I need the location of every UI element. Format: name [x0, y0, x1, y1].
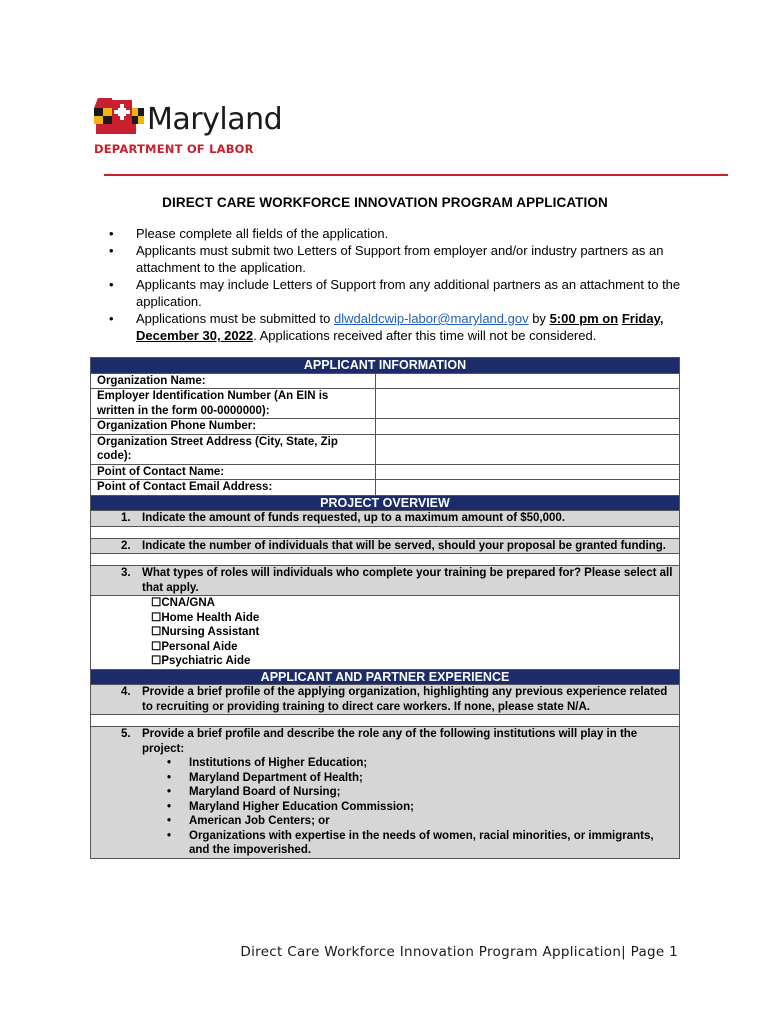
checkbox-icon[interactable]: ☐: [151, 597, 162, 609]
deadline-date: Friday, December 30, 2022: [136, 311, 664, 343]
bullet-icon: •: [167, 800, 172, 813]
bullet-icon: •: [109, 277, 114, 292]
instruction-item: • Please complete all fields of the application.: [109, 226, 389, 241]
maryland-logo: [94, 98, 304, 158]
table-row: [91, 419, 680, 435]
list-item: • Institutions of Higher Education;: [167, 757, 368, 769]
bullet-icon: •: [167, 786, 172, 798]
question-5: 5. Provide a brief profile and describe the role any of the following institutions will play in the project: • Institutions of Higher Education; • Maryland Department of Health; • Maryland Board of Nursing; • Maryland Higher Education Commission; • American Job Centers; or • Organizations with expertise in the needs of women, racial minorities, or immigrants, and the impoverished.: [91, 727, 680, 859]
list-item: • Maryland Board of Nursing;: [167, 786, 341, 798]
header-divider: [104, 174, 728, 176]
table-row: [91, 480, 680, 496]
checkbox-nursing-assistant[interactable]: ☐Nursing Assistant: [151, 626, 260, 638]
bullet-icon: •: [167, 757, 172, 769]
page-footer: Direct Care Workforce Innovation Program Application| Page 1: [240, 944, 678, 960]
checkbox-personal-aide[interactable]: ☐Personal Aide: [151, 640, 238, 653]
section-applicant-information: APPLICANT INFORMATION: [91, 358, 680, 374]
field-label: Employer Identification Number (An EIN is written in the form 00-0000000):: [91, 389, 376, 419]
bullet-icon: •: [167, 771, 172, 784]
field-label: Organization Name:: [91, 373, 376, 389]
logo-department: DEPARTMENT OF LABOR: [94, 142, 254, 156]
instruction-item: • Applicants must submit two Letters of Support from employer and/or industry partners as an attachment to the application.: [109, 243, 664, 275]
field-label: Organization Phone Number:: [91, 419, 376, 435]
deadline-time: 5:00 pm on: [549, 311, 619, 326]
bullet-icon: •: [109, 311, 114, 326]
list-item: • Maryland Higher Education Commission;: [167, 800, 414, 813]
checkbox-icon[interactable]: ☐: [151, 655, 162, 667]
answer-4-input[interactable]: [91, 715, 680, 727]
bullet-icon: •: [167, 829, 172, 842]
answer-1-input[interactable]: [91, 526, 680, 538]
bullet-icon: •: [167, 815, 172, 827]
section-applicant-partner-experience: APPLICANT AND PARTNER EXPERIENCE: [91, 669, 680, 685]
instruction-item: • Applicants may include Letters of Support from any additional partners as an attachment to the application.: [109, 277, 681, 309]
checkbox-cna-gna[interactable]: ☐CNA/GNA: [151, 597, 215, 609]
checkbox-psychiatric-aide[interactable]: ☐Psychiatric Aide: [151, 655, 251, 667]
logo-wordmark: Maryland: [147, 102, 283, 137]
field-label: Point of Contact Name:: [91, 464, 376, 480]
phone-input[interactable]: [376, 419, 680, 435]
field-label: Point of Contact Email Address:: [91, 480, 376, 496]
contact-email-input[interactable]: [376, 480, 680, 496]
bullet-icon: •: [109, 226, 114, 241]
maryland-flag-icon: [94, 98, 146, 138]
question-1: 1. Indicate the amount of funds requested, up to a maximum amount of $50,000.: [91, 511, 680, 527]
instructions-list: [109, 225, 684, 344]
checkbox-icon[interactable]: ☐: [151, 626, 162, 638]
application-form: [90, 357, 680, 859]
answer-2-input[interactable]: [91, 554, 680, 566]
organization-name-input[interactable]: [376, 373, 680, 389]
contact-name-input[interactable]: [376, 464, 680, 480]
question-2: 2. Indicate the number of individuals that will be served, should your proposal be granted funding.: [91, 538, 680, 554]
checkbox-icon[interactable]: ☐: [151, 640, 162, 653]
question-4: 4. Provide a brief profile of the applying organization, highlighting any previous experience related to recruiting or providing training to direct care workers. If none, please state N/A.: [91, 685, 680, 715]
table-row: [91, 389, 680, 419]
list-item: • American Job Centers; or: [167, 815, 330, 827]
page-title: DIRECT CARE WORKFORCE INNOVATION PROGRAM APPLICATION: [162, 195, 608, 210]
ein-input[interactable]: [376, 389, 680, 419]
question-3: 3. What types of roles will individuals who complete your training be prepared for? Please select all that apply.: [91, 566, 680, 596]
instruction-item-submission: • Applications must be submitted to dlwdaldcwip-labor@maryland.gov by 5:00 pm on Friday, December 30, 2022. Applications received after this time will not be considered.: [109, 311, 664, 343]
section-project-overview: PROJECT OVERVIEW: [91, 495, 680, 511]
field-label: Organization Street Address (City, State, Zip code):: [91, 434, 376, 464]
list-item: • Maryland Department of Health;: [167, 771, 363, 784]
table-row: [91, 464, 680, 480]
table-row: [91, 373, 680, 389]
checkbox-home-health-aide[interactable]: ☐Home Health Aide: [151, 611, 260, 624]
bullet-icon: •: [109, 243, 114, 258]
list-item: • Organizations with expertise in the needs of women, racial minorities, or immigrants, and the impoverished.: [167, 829, 654, 856]
roles-checklist: [91, 596, 680, 670]
checkbox-icon[interactable]: ☐: [151, 611, 162, 624]
table-row: [91, 434, 680, 464]
submission-email-link[interactable]: dlwdaldcwip-labor@maryland.gov: [334, 311, 529, 326]
address-input[interactable]: [376, 434, 680, 464]
